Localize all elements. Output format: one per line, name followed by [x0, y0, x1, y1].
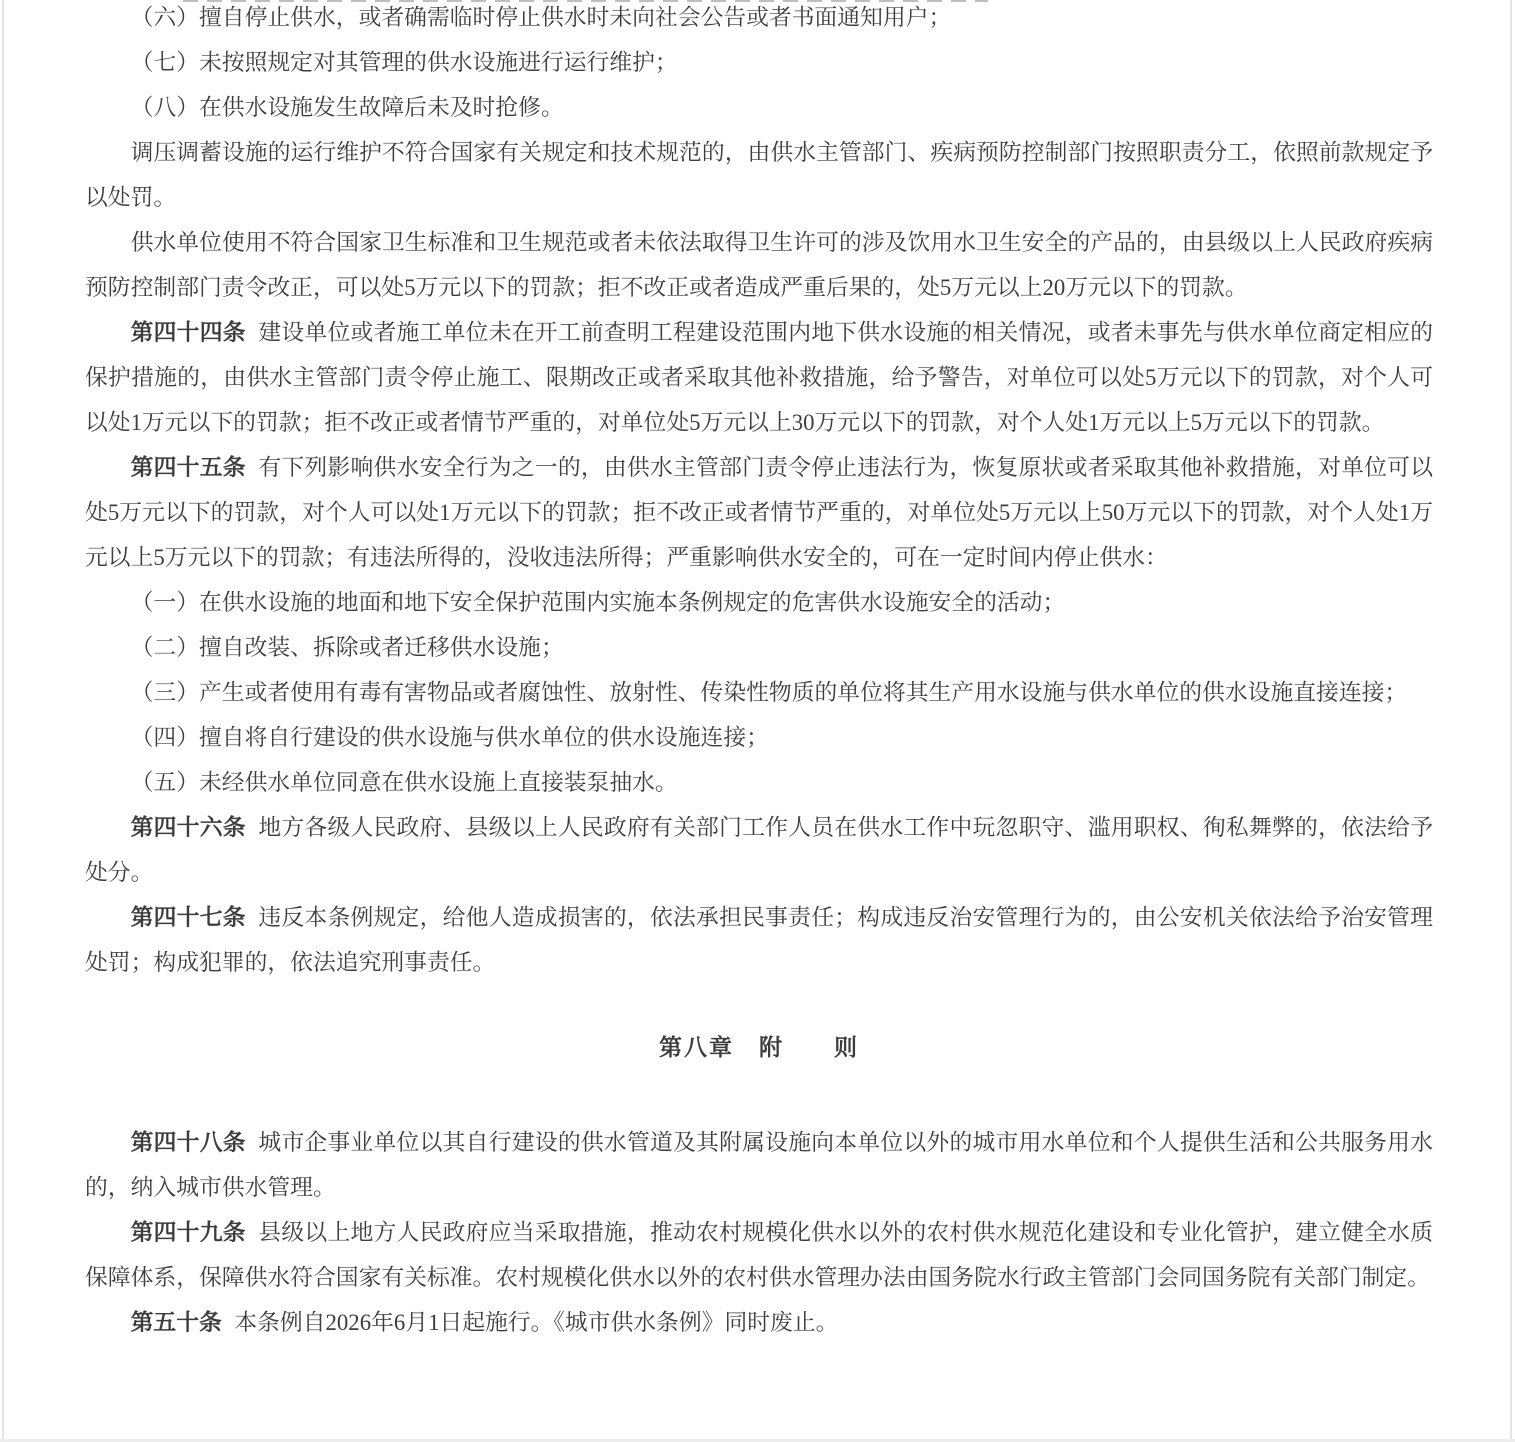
paragraph-text: 建设单位或者施工单位未在开工前查明工程建设范围内地下供水设施的相关情况，或者未事先与供水单位商定相应的保护措施的，由供水主管部门责令停止施工、限期改正或者采取其他补救措施，给予警告，对单位可以处5万元以下的罚款，对个人可以处1万元以下的罚款；拒不改正或者情节严重的，对单位处5万元以上30万元以下的罚款，对个人处1万元以上5万元以下的罚款。 — [85, 320, 1434, 435]
paragraph-text: （四）擅自将自行建设的供水设施与供水单位的供水设施连接； — [130, 725, 769, 750]
article-number: 第四十九条 — [130, 1220, 246, 1245]
paragraph — [85, 1120, 1433, 1210]
article-number: 第四十七条 — [130, 905, 246, 930]
paragraph — [85, 895, 1433, 985]
article-number: 第四十四条 — [130, 320, 246, 345]
paragraph-text: （一）在供水设施的地面和地下安全保护范围内实施本条例规定的危害供水设施安全的活动； — [130, 590, 1066, 615]
article-number: 第四十六条 — [130, 815, 246, 840]
paragraph — [85, 715, 1433, 760]
paragraph-text: （七）未按照规定对其管理的供水设施进行运行维护； — [130, 50, 678, 75]
page-left-edge — [2, 0, 4, 1442]
paragraph-text: （五）未经供水单位同意在供水设施上直接装泵抽水。 — [130, 770, 678, 795]
paragraph-text: 违反本条例规定，给他人造成损害的，依法承担民事责任；构成违反治安管理行为的，由公安机关依法给予治安管理处罚；构成犯罪的，依法追究刑事责任。 — [85, 905, 1434, 975]
paragraph — [85, 760, 1433, 805]
paragraph-text: 城市企事业单位以其自行建设的供水管道及其附属设施向本单位以外的城市用水单位和个人提供生活和公共服务用水的，纳入城市供水管理。 — [85, 1130, 1434, 1200]
paragraph-text: （二）擅自改装、拆除或者迁移供水设施； — [130, 635, 564, 660]
paragraph — [85, 670, 1433, 715]
paragraph — [85, 220, 1433, 310]
paragraph — [85, 1300, 1433, 1345]
document-body — [85, 0, 1433, 1345]
article-number: 第四十八条 — [130, 1130, 246, 1155]
article-number: 第五十条 — [130, 1310, 222, 1335]
paragraph — [85, 130, 1433, 220]
article-number: 第四十五条 — [130, 455, 246, 480]
paragraph — [85, 445, 1433, 580]
paragraph-text: 本条例自2026年6月1日起施行。《城市供水条例》同时废止。 — [234, 1310, 839, 1335]
paragraph — [85, 805, 1433, 895]
page-right-edge — [1510, 0, 1512, 1442]
paragraph — [85, 40, 1433, 85]
paragraph-text: （八）在供水设施发生故障后未及时抢修。 — [130, 95, 564, 120]
paragraph-text: 有下列影响供水安全行为之一的，由供水主管部门责令停止违法行为，恢复原状或者采取其他补救措施，对单位可以处5万元以下的罚款，对个人可以处1万元以下的罚款；拒不改正或者情节严重的，对单位处5万元以上50万元以下的罚款，对个人处1万元以上5万元以下的罚款；有违法所得的，没收违法所得；严重影响供水安全的，可在一定时间内停止供水： — [85, 455, 1434, 570]
paragraph-text: 地方各级人民政府、县级以上人民政府有关部门工作人员在供水工作中玩忽职守、滥用职权、徇私舞弊的，依法给予处分。 — [85, 815, 1434, 885]
paragraph-text: （六）擅自停止供水，或者确需临时停止供水时未向社会公告或者书面通知用户； — [130, 5, 952, 30]
paragraph-text: 供水单位使用不符合国家卫生标准和卫生规范或者未依法取得卫生许可的涉及饮用水卫生安全的产品的，由县级以上人民政府疾病预防控制部门责令改正，可以处5万元以下的罚款；拒不改正或者造成严重后果的，处5万元以上20万元以下的罚款。 — [85, 230, 1433, 300]
paragraph — [85, 0, 1433, 40]
paragraph — [85, 625, 1433, 670]
paragraph — [85, 85, 1433, 130]
paragraph-text: 调压调蓄设施的运行维护不符合国家有关规定和技术规范的，由供水主管部门、疾病预防控制部门按照职责分工，依照前款规定予以处罚。 — [85, 140, 1433, 210]
paragraph — [85, 580, 1433, 625]
chapter-heading: 第八章 附 则 — [659, 1035, 859, 1060]
paragraph — [85, 1210, 1433, 1300]
paragraph — [85, 310, 1433, 445]
paragraph-text: （三）产生或者使用有毒有害物品或者腐蚀性、放射性、传染性物质的单位将其生产用水设施与供水单位的供水设施直接连接； — [130, 680, 1408, 705]
paragraph-text: 县级以上地方人民政府应当采取措施，推动农村规模化供水以外的农村供水规范化建设和专业化管护，建立健全水质保障体系，保障供水符合国家有关标准。农村规模化供水以外的农村供水管理办法由国务院水行政主管部门会同国务院有关部门制定。 — [85, 1220, 1434, 1290]
